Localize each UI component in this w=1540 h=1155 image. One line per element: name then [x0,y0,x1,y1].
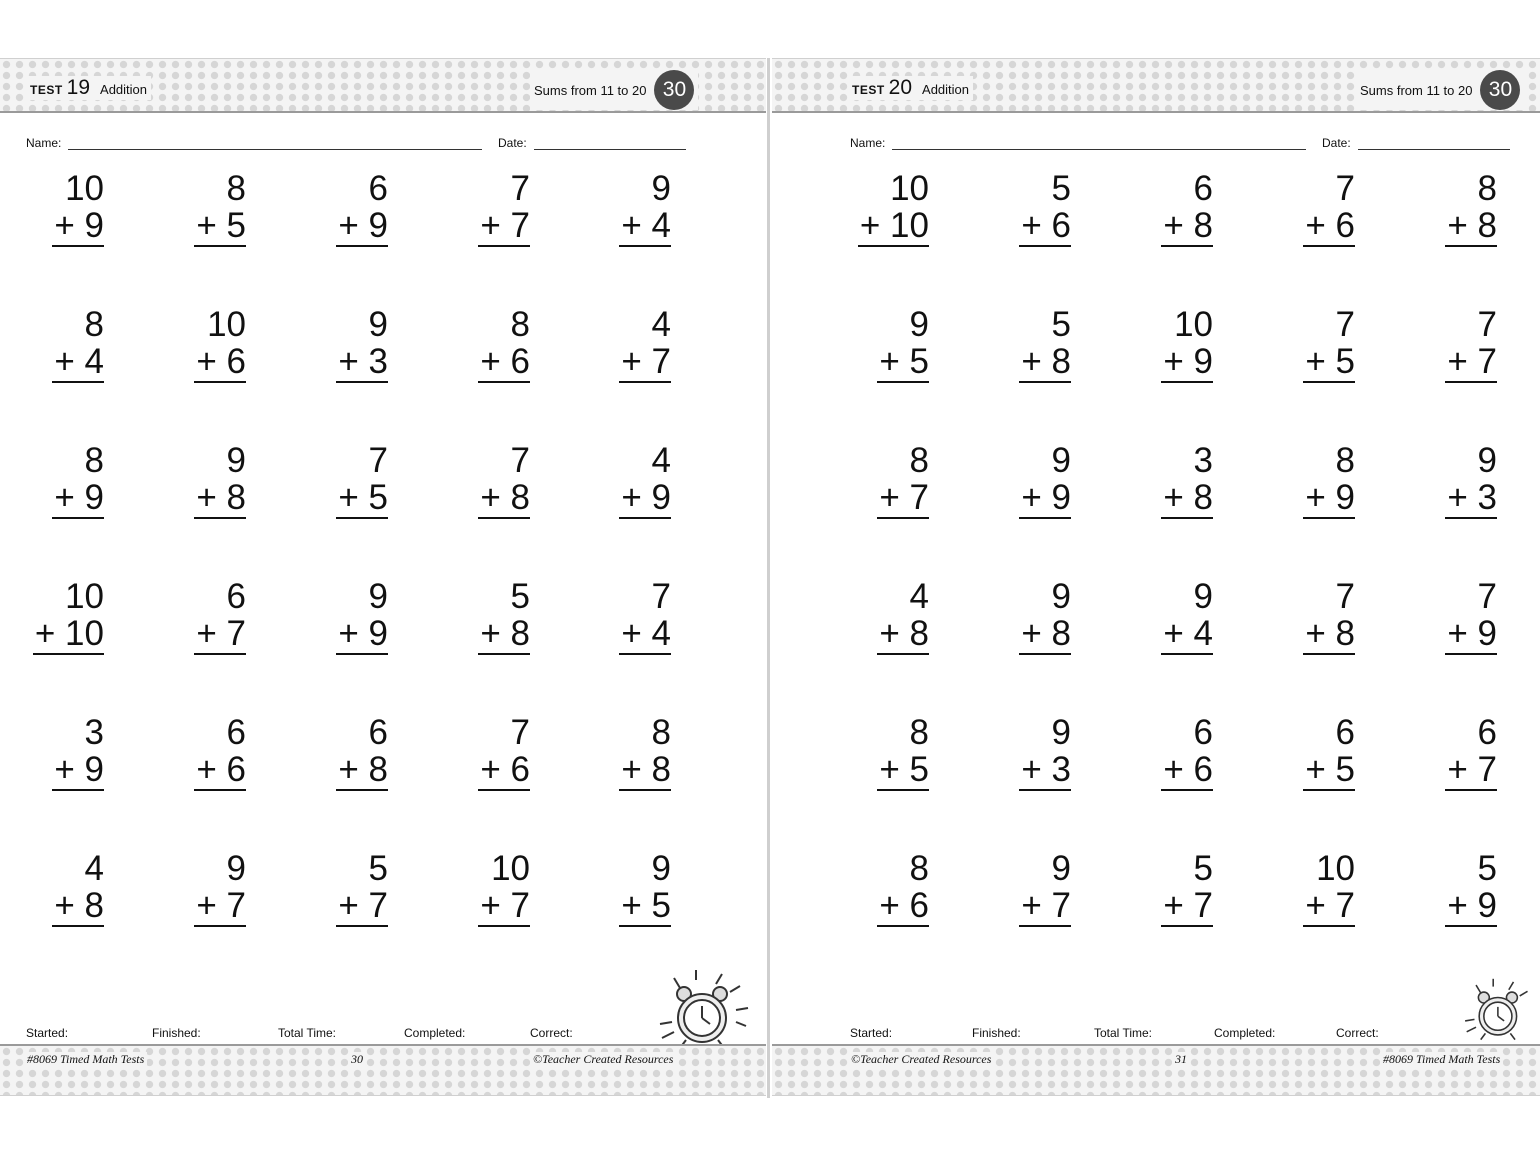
book-spine [767,58,770,1098]
addend-bottom-text: + 4 [1163,614,1213,653]
addend-top: 9 [651,169,671,208]
addend-bottom [136,887,246,924]
finished-label: Finished: [152,1026,201,1040]
problem-r5-c3 [1103,714,1213,788]
correct-label: Correct: [530,1026,573,1040]
addend-bottom [819,479,929,516]
problem-r5-c5 [561,714,671,788]
footer-book-title: #8069 Timed Math Tests [1380,1052,1503,1067]
problem-r5-c1 [0,714,104,788]
worksheet-page-test-20 [772,58,1540,1098]
addend-top: 5 [368,849,388,888]
addend-top: 4 [84,849,104,888]
addend-bottom-text: + 5 [879,342,929,381]
addend-bottom [1387,479,1497,516]
range-header [530,70,698,110]
addend-bottom [819,887,929,924]
problem-r6-c1 [0,850,104,924]
addend-bottom-text: + 8 [480,478,530,517]
problem-r4-c4 [1245,578,1355,652]
addend-top: 6 [1193,713,1213,752]
finished-label: Finished: [972,1026,1021,1040]
operation-label: Addition [100,82,148,97]
addend-bottom-text: + 5 [1305,342,1355,381]
problem-r1-c4 [420,170,530,244]
addend-bottom [1387,887,1497,924]
addend-top: 9 [1051,577,1071,616]
addend-top: 9 [1051,713,1071,752]
addend-bottom [1387,615,1497,652]
addend-bottom [0,479,104,516]
correct-label: Correct: [1336,1026,1379,1040]
addend-bottom [136,479,246,516]
test-number: 19 [66,76,91,99]
problem-r5-c4 [1245,714,1355,788]
addend-bottom [1245,887,1355,924]
completed-label: Completed: [1214,1026,1276,1040]
addend-bottom [961,887,1071,924]
addend-bottom [1103,887,1213,924]
problem-r1-c2 [961,170,1071,244]
operation-label: Addition [922,82,970,97]
addend-bottom-text: + 3 [338,342,388,381]
addend-bottom-text: + 9 [1447,886,1497,925]
addend-bottom-text: + 8 [1163,206,1213,245]
addend-bottom-text: + 7 [1163,886,1213,925]
addend-top: 9 [226,441,246,480]
addend-top: 5 [1051,169,1071,208]
addend-bottom [0,207,104,244]
addend-top: 5 [1477,849,1497,888]
name-label: Name: [26,136,62,150]
addend-top: 4 [651,441,671,480]
addend-bottom [1103,751,1213,788]
addend-top: 8 [84,305,104,344]
addend-bottom [0,615,104,652]
worksheet-page-test-19 [0,58,766,1098]
addend-top: 9 [1193,577,1213,616]
addend-bottom [819,343,929,380]
addend-bottom [1387,343,1497,380]
addend-bottom [420,343,530,380]
addend-bottom [278,751,388,788]
addend-bottom-text: + 7 [1305,886,1355,925]
problem-r6-c4 [420,850,530,924]
problem-r5-c4 [420,714,530,788]
problem-r3-c1 [819,442,929,516]
addend-bottom-text: + 6 [1021,206,1071,245]
addend-bottom [136,343,246,380]
started-label: Started: [26,1026,69,1040]
addend-bottom [278,479,388,516]
date-line[interactable] [1358,149,1510,150]
addend-top: 9 [1051,849,1071,888]
problem-r4-c1 [819,578,929,652]
problem-r5-c1 [819,714,929,788]
problem-r1-c1 [819,170,929,244]
problem-r6-c5 [1387,850,1497,924]
addend-top: 8 [1477,169,1497,208]
addend-bottom-text: + 5 [1305,750,1355,789]
problem-r3-c1 [0,442,104,516]
problem-r2-c2 [136,306,246,380]
addend-top: 7 [1335,305,1355,344]
test-label: TEST [30,83,63,97]
problem-r5-c2 [136,714,246,788]
addend-bottom-text: + 6 [879,886,929,925]
problem-r3-c2 [136,442,246,516]
footer-book-title: #8069 Timed Math Tests [24,1052,147,1067]
problem-r1-c3 [278,170,388,244]
test-title [26,76,151,100]
problem-r2-c3 [278,306,388,380]
problem-r6-c2 [136,850,246,924]
addend-bottom [1103,479,1213,516]
page-number: 31 [1172,1052,1190,1067]
addend-top: 9 [651,849,671,888]
problem-r4-c3 [278,578,388,652]
addend-top: 8 [84,441,104,480]
addend-bottom-text: + 5 [879,750,929,789]
total-time-label: Total Time: [278,1026,337,1040]
problem-r3-c4 [420,442,530,516]
addend-bottom [136,615,246,652]
addend-bottom-text: + 6 [480,750,530,789]
addend-top: 6 [226,577,246,616]
problem-r6-c2 [961,850,1071,924]
addend-bottom [420,207,530,244]
addend-top: 7 [510,441,530,480]
addend-bottom-text: + 9 [338,206,388,245]
started-label: Started: [850,1026,893,1040]
addend-bottom [561,479,671,516]
addend-bottom [1387,207,1497,244]
addend-bottom-text: + 7 [338,886,388,925]
addend-top: 6 [1193,169,1213,208]
addend-top: 5 [1193,849,1213,888]
addend-top: 7 [1335,169,1355,208]
problem-r1-c2 [136,170,246,244]
addend-bottom-text: + 6 [480,342,530,381]
problem-r1-c1 [0,170,104,244]
addend-bottom [1245,343,1355,380]
addend-bottom-text: + 10 [34,614,104,653]
problem-r4-c5 [1387,578,1497,652]
addend-bottom [819,207,929,244]
addend-bottom [1245,207,1355,244]
addend-top: 7 [651,577,671,616]
alarm-clock-icon [656,968,756,1052]
name-line[interactable] [892,149,1306,150]
addend-bottom-text: + 9 [621,478,671,517]
addend-bottom-text: + 4 [621,206,671,245]
addend-bottom-text: + 8 [54,886,104,925]
addend-bottom [0,751,104,788]
addend-bottom [561,887,671,924]
completed-label: Completed: [404,1026,466,1040]
problem-r2-c5 [1387,306,1497,380]
addend-bottom [420,615,530,652]
addend-bottom-text: + 8 [1021,614,1071,653]
date-label: Date: [1322,136,1351,150]
addend-bottom-text: + 8 [1163,478,1213,517]
addend-bottom [961,343,1071,380]
addend-bottom-text: + 10 [859,206,929,245]
name-label: Name: [850,136,886,150]
page-number: 30 [348,1052,366,1067]
problem-r5-c2 [961,714,1071,788]
addend-bottom-text: + 7 [1021,886,1071,925]
addend-top: 8 [651,713,671,752]
addend-top: 4 [651,305,671,344]
addend-bottom-text: + 8 [196,478,246,517]
addend-bottom [278,887,388,924]
problem-r2-c4 [1245,306,1355,380]
problem-r1-c5 [1387,170,1497,244]
addend-top: 4 [909,577,929,616]
addend-top: 5 [510,577,530,616]
addend-bottom-text: + 7 [1447,342,1497,381]
addend-bottom [1103,207,1213,244]
range-header [1356,70,1524,110]
addend-bottom [961,207,1071,244]
problem-r2-c5 [561,306,671,380]
problem-r2-c1 [819,306,929,380]
addend-bottom [819,615,929,652]
addend-bottom [278,615,388,652]
addend-top: 8 [909,441,929,480]
addend-bottom [561,343,671,380]
addend-bottom [420,479,530,516]
problem-r5-c3 [278,714,388,788]
addend-bottom-text: + 8 [1021,342,1071,381]
name-line[interactable] [68,149,482,150]
addend-bottom [561,207,671,244]
addend-bottom-text: + 8 [480,614,530,653]
addend-top: 10 [491,849,530,888]
addend-top: 6 [1335,713,1355,752]
addend-bottom-text: + 7 [480,886,530,925]
addend-bottom [961,615,1071,652]
addend-bottom-text: + 7 [621,342,671,381]
addend-bottom-text: + 9 [338,614,388,653]
addend-top: 6 [1477,713,1497,752]
test-title [848,76,973,100]
addend-bottom [1245,751,1355,788]
addend-top: 9 [368,305,388,344]
problem-r1-c4 [1245,170,1355,244]
problem-r6-c3 [1103,850,1213,924]
addend-bottom [819,751,929,788]
problem-r4-c2 [961,578,1071,652]
addend-bottom-text: + 4 [54,342,104,381]
addend-bottom-text: + 3 [1021,750,1071,789]
addend-bottom-text: + 8 [338,750,388,789]
addend-top: 5 [1051,305,1071,344]
problem-r3-c3 [278,442,388,516]
problem-r3-c5 [1387,442,1497,516]
alarm-clock-icon [1462,968,1540,1052]
addend-top: 8 [1335,441,1355,480]
problem-r4-c4 [420,578,530,652]
addend-bottom [1387,751,1497,788]
addend-bottom-text: + 5 [621,886,671,925]
addend-top: 7 [510,169,530,208]
addend-top: 10 [207,305,246,344]
problem-r6-c4 [1245,850,1355,924]
addend-top: 7 [1477,305,1497,344]
addend-top: 7 [510,713,530,752]
addend-top: 10 [1316,849,1355,888]
addend-top: 6 [226,713,246,752]
footer-publisher: ©Teacher Created Resources [848,1052,994,1067]
addend-bottom-text: + 9 [54,206,104,245]
problem-count-badge: 30 [1480,70,1520,110]
addend-top: 9 [1477,441,1497,480]
addend-bottom [278,343,388,380]
addend-bottom-text: + 6 [1163,750,1213,789]
addend-bottom-text: + 9 [1305,478,1355,517]
addend-top: 6 [368,713,388,752]
range-label: Sums from 11 to 20 [534,82,647,98]
addend-top: 10 [890,169,929,208]
addend-bottom [1245,615,1355,652]
problem-r3-c4 [1245,442,1355,516]
addend-bottom [278,207,388,244]
addend-bottom [1245,479,1355,516]
addend-top: 3 [84,713,104,752]
addend-bottom-text: + 7 [196,886,246,925]
problem-r3-c3 [1103,442,1213,516]
problem-r3-c5 [561,442,671,516]
addend-bottom [0,887,104,924]
addend-bottom-text: + 7 [480,206,530,245]
addend-top: 10 [65,169,104,208]
addend-bottom-text: + 8 [1447,206,1497,245]
date-label: Date: [498,136,527,150]
addend-bottom-text: + 4 [621,614,671,653]
addend-bottom-text: + 9 [1447,614,1497,653]
addend-bottom [420,887,530,924]
addend-bottom [1103,343,1213,380]
problem-r1-c3 [1103,170,1213,244]
addend-top: 10 [1174,305,1213,344]
addend-bottom-text: + 8 [621,750,671,789]
addend-bottom-text: + 9 [1163,342,1213,381]
addend-bottom [961,751,1071,788]
addend-top: 7 [368,441,388,480]
addend-bottom-text: + 5 [338,478,388,517]
range-label: Sums from 11 to 20 [1360,82,1473,98]
addend-top: 9 [909,305,929,344]
addend-bottom [420,751,530,788]
addend-bottom-text: + 8 [879,614,929,653]
problem-r2-c4 [420,306,530,380]
addend-bottom [1103,615,1213,652]
total-time-label: Total Time: [1094,1026,1153,1040]
test-number: 20 [888,76,913,99]
addend-top: 8 [909,713,929,752]
addend-bottom-text: + 6 [196,750,246,789]
addend-top: 6 [368,169,388,208]
problem-count-badge: 30 [654,70,694,110]
addend-bottom [961,479,1071,516]
addend-bottom-text: + 6 [1305,206,1355,245]
addend-top: 9 [1051,441,1071,480]
addend-top: 8 [909,849,929,888]
addend-top: 9 [368,577,388,616]
addend-bottom-text: + 7 [879,478,929,517]
problem-r3-c2 [961,442,1071,516]
addend-bottom-text: + 7 [196,614,246,653]
date-line[interactable] [534,149,686,150]
addend-bottom [561,615,671,652]
addend-bottom-text: + 9 [54,478,104,517]
addend-top: 8 [226,169,246,208]
addend-bottom [136,207,246,244]
problem-r2-c2 [961,306,1071,380]
problem-r4-c2 [136,578,246,652]
problem-r6-c1 [819,850,929,924]
problem-r1-c5 [561,170,671,244]
addend-bottom [561,751,671,788]
addend-bottom [0,343,104,380]
addend-bottom-text: + 5 [196,206,246,245]
problem-r5-c5 [1387,714,1497,788]
addend-top: 7 [1335,577,1355,616]
addend-bottom-text: + 9 [54,750,104,789]
addend-top: 8 [510,305,530,344]
addend-bottom-text: + 6 [196,342,246,381]
problem-r4-c3 [1103,578,1213,652]
addend-bottom-text: + 9 [1021,478,1071,517]
addend-bottom-text: + 3 [1447,478,1497,517]
addend-top: 7 [1477,577,1497,616]
addend-top: 9 [226,849,246,888]
problem-r2-c1 [0,306,104,380]
addend-top: 3 [1193,441,1213,480]
problem-r6-c3 [278,850,388,924]
addend-top: 10 [65,577,104,616]
problem-r6-c5 [561,850,671,924]
problem-r4-c5 [561,578,671,652]
addend-bottom-text: + 8 [1305,614,1355,653]
footer-publisher: ©Teacher Created Resources [530,1052,676,1067]
problem-r2-c3 [1103,306,1213,380]
test-label: TEST [852,83,885,97]
addend-bottom [136,751,246,788]
addend-bottom-text: + 7 [1447,750,1497,789]
problem-r4-c1 [0,578,104,652]
